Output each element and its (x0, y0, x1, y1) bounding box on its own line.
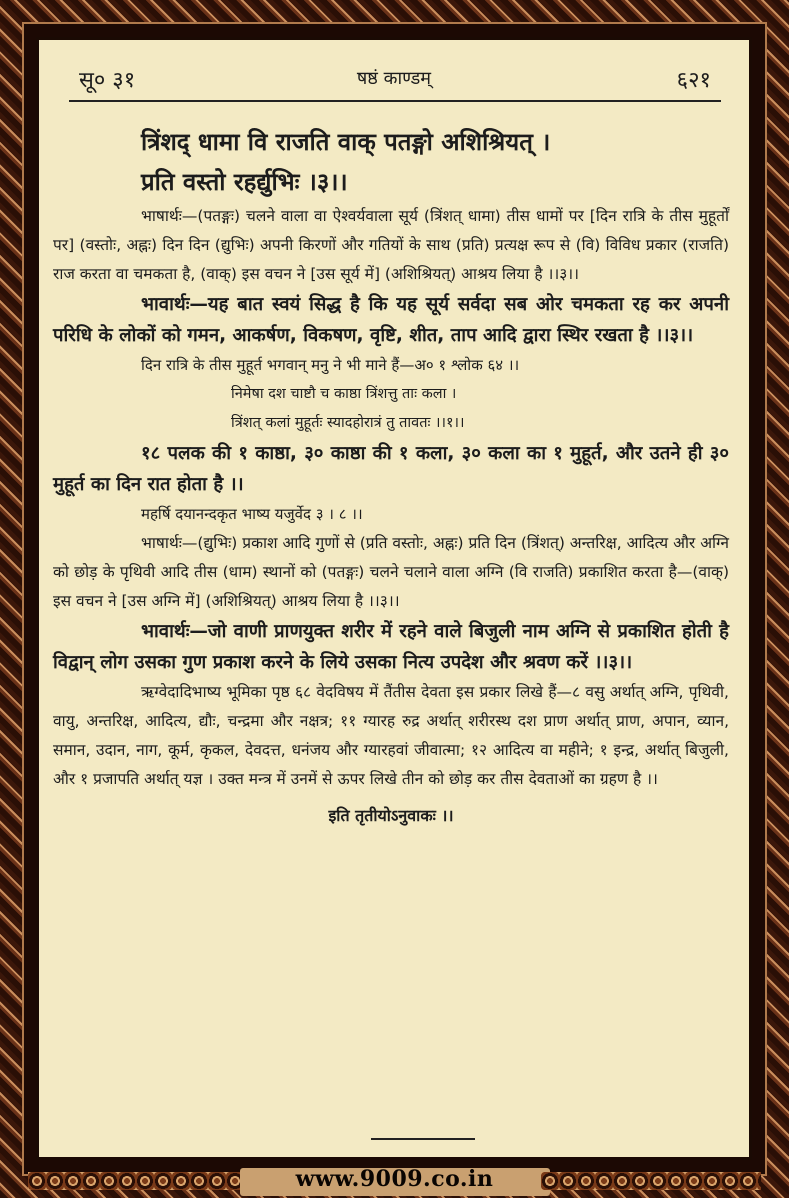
footer-ornament-right (541, 1172, 761, 1190)
bhasharth-agni: भाषार्थः—(द्युभिः) प्रकाश आदि गुणों से (प्रति वस्तोः, अह्नः) प्रति दिन (त्रिंशत्) अन्तरिक्ष, आदित्य और अग्नि को छोड़ के पृथिवी आदि तीस (धाम) स्थानों को (पतङ्गः) चलने चलाने वाला अग्नि (वि राजति) प्रकाशित करता है—(वाक्) इस वचन ने [उस अग्नि में] (अशिश्रियत्) आश्रय लिया है ।।३।। (53, 534, 730, 610)
book-page (36, 37, 752, 1160)
page-header (39, 64, 749, 96)
manu-reference: दिन रात्रि के तीस मुहूर्त भगवान् मनु ने भी माने हैं—अ० १ श्लोक ६४ ।। (141, 356, 520, 374)
kanda-title: षष्ठं काण्डम् (356, 68, 432, 89)
end-rule (371, 1138, 475, 1140)
anuvak-closing: इति तृतीयोऽनुवाकः ।। (328, 806, 454, 825)
mantra-line-1: त्रिंशद् धामा वि राजति वाक् पतङ्गो अशिश्रियत् । (141, 128, 551, 156)
time-explanation: १८ पलक की १ काष्ठा, ३० काष्ठा की १ कला, ३० कला का १ मुहूर्त, और उतने ही ३० मुहूर्त का दिन रात होता है ।। (53, 443, 729, 495)
footer (0, 1164, 789, 1198)
bhasharth-surya: भाषार्थः—(पतङ्गः) चलने वाला वा ऐश्वर्यवाला सूर्य (त्रिंशत् धामा) तीस धामों पर [दिन रात्रि के तीस मुहूर्तों पर] (वस्तोः, अह्नः) दिन दिन (द्युभिः) अपनी किरणों और गतियों के साथ (प्रति) प्रत्यक्ष रूप से (वि) विविध प्रकार (राजति) राज करता वा चमकता है, (वाक्) इस वचन ने [उस सूर्य में] (अशिश्रियत्) आश्रय लिया है ।।३।। (53, 207, 729, 283)
rigveda-note: ऋग्वेदादिभाष्य भूमिका पृष्ठ ६८ वेदविषय में तैंतीस देवता इस प्रकार लिखे हैं—८ वसु अर्थात् अग्नि, पृथिवी, वायु, अन्तरिक्ष, आदित्य, द्यौः, चन्द्रमा और नक्षत्र; ११ ग्यारह रुद्र अर्थात् शरीरस्थ दश प्राण अर्थात् प्राण, अपान, व्यान, समान, उदान, नाग, कूर्म, कृकल, देवदत्त, धनंजय और ग्यारहवां जीवात्मा; १२ आदित्य वा महीने; १ इन्द्र, अर्थात् बिजुली, और १ प्रजापति अर्थात् यज्ञ । उक्त मन्त्र में उनमें से ऊपर लिखे तीन को छोड़ कर तीस देवताओं का ग्रहण है ।। (53, 683, 729, 788)
page-body (53, 122, 729, 826)
verse-line-2: त्रिंशत् कलां मुहूर्तः स्यादहोरात्रं तु तावतः ।।१।। (231, 415, 465, 431)
sukta-number: सू० ३१ (79, 68, 136, 93)
bhavarth-agni: भावार्थः—जो वाणी प्राणयुक्त शरीर में रहने वाले बिजुली नाम अग्नि से प्रकाशित होती है विद्वान् लोग उसका गुण प्रकाश करने के लिये उसका नित्य उपदेश और श्रवण करें ।।३।। (53, 621, 729, 673)
dayanand-reference: महर्षि दयानन्दकृत भाष्य यजुर्वेद ३ । ८ ।। (141, 505, 363, 523)
website-watermark: www.9009.co.in (295, 1166, 494, 1192)
header-rule (69, 100, 721, 102)
bhavarth-surya: भावार्थः—यह बात स्वयं सिद्ध है कि यह सूर्य सर्वदा सब ओर चमकता रह कर अपनी परिधि के लोकों को गमन, आकर्षण, विकषण, वृष्टि, शीत, ताप आदि द्वारा स्थिर रखता है ।।३।। (53, 294, 729, 346)
page-number: ६२१ (676, 68, 711, 93)
verse-line-1: निमेषा दश चाष्टौ च काष्ठा त्रिंशत्तु ताः कला । (231, 386, 457, 402)
mantra-line-2: प्रति वस्तो रहर्द्युभिः ।३।। (141, 168, 348, 196)
